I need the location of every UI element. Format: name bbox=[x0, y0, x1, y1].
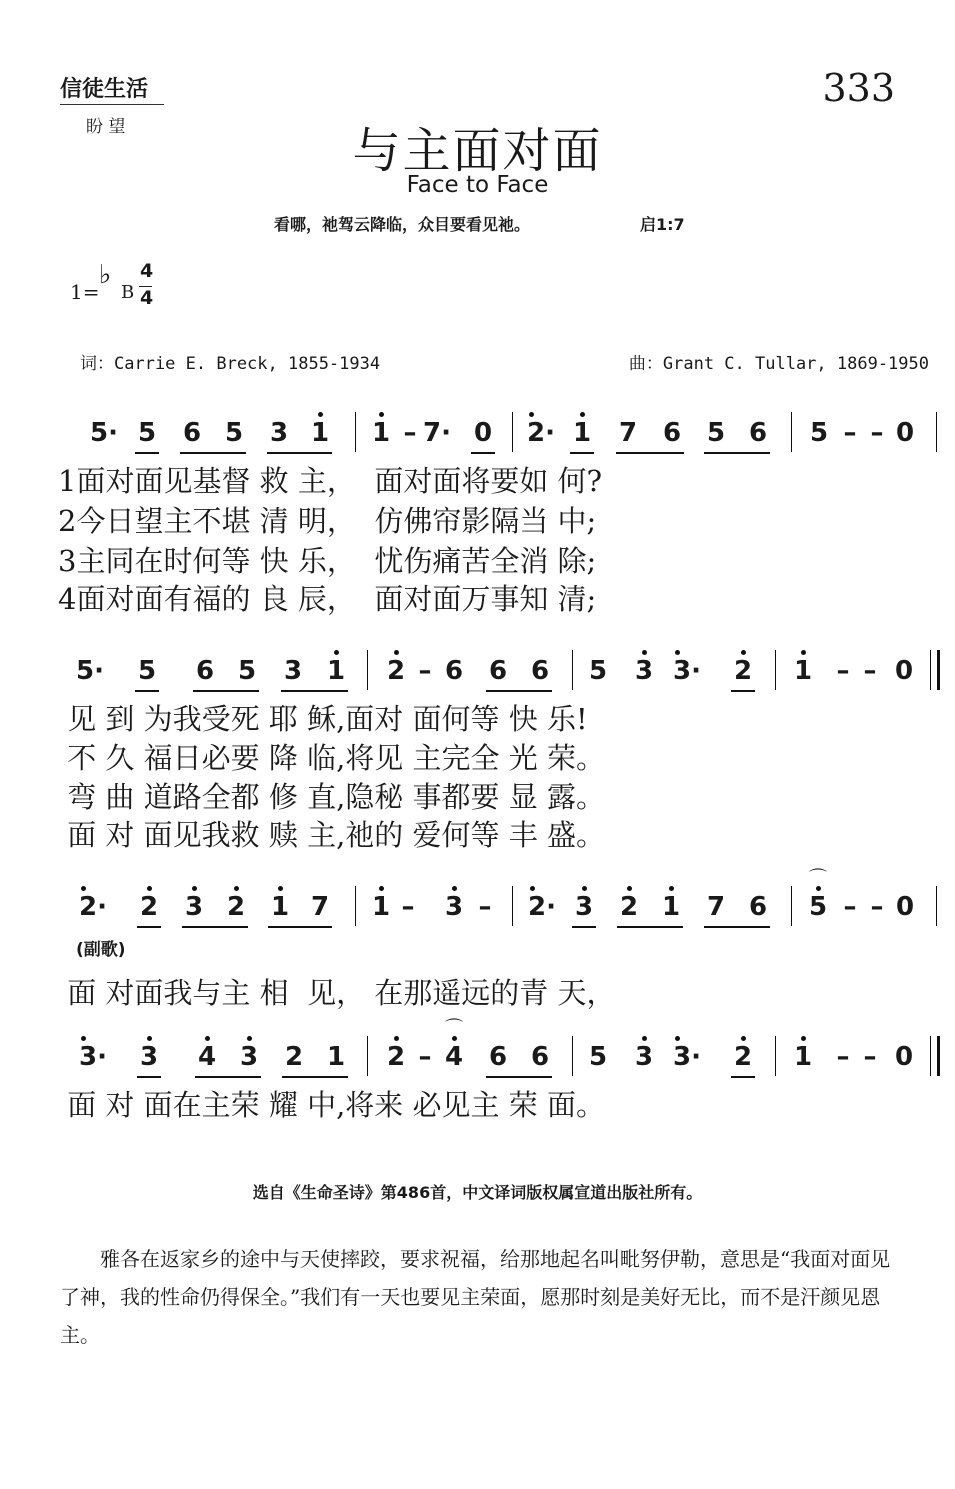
jianpu-note: 5 bbox=[237, 656, 257, 686]
barline bbox=[572, 650, 573, 690]
jianpu-note: 0 bbox=[895, 892, 915, 922]
jianpu-note: 5· bbox=[76, 656, 104, 686]
octave-dot bbox=[452, 886, 457, 891]
beam-underline bbox=[486, 690, 552, 692]
final-barline bbox=[937, 1036, 940, 1076]
flat-icon: ♭ bbox=[99, 260, 112, 290]
jianpu-note: 1 bbox=[371, 892, 391, 922]
beam-underline bbox=[572, 926, 596, 928]
dash-note: – bbox=[870, 892, 884, 922]
beam-underline bbox=[180, 452, 246, 454]
final-barline bbox=[930, 1036, 931, 1076]
octave-dot bbox=[741, 1036, 746, 1041]
verse-line-1-2: 2今日望主不堪 清 明， 仿佛帘影隔当 中; bbox=[58, 504, 597, 538]
chorus-label: (副歌) bbox=[76, 940, 126, 960]
jianpu-note: 4 bbox=[444, 1042, 464, 1072]
jianpu-note: 7· bbox=[423, 418, 451, 448]
jianpu-note: 4 bbox=[197, 1042, 217, 1072]
beam-underline bbox=[616, 452, 684, 454]
copyright-note: 选自《生命圣诗》第486首，中文译词版权属宣道出版社所有。 bbox=[252, 1183, 703, 1202]
jianpu-note: 2 bbox=[619, 892, 639, 922]
lyricist-credit: 词：Carrie E. Breck, 1855-1934 bbox=[80, 354, 381, 374]
beam-underline bbox=[268, 926, 332, 928]
barline bbox=[936, 886, 937, 926]
jianpu-note: 5 bbox=[588, 1042, 608, 1072]
octave-dot bbox=[234, 886, 239, 891]
jianpu-note: 5 bbox=[137, 418, 157, 448]
dash-note: – bbox=[863, 1042, 877, 1072]
octave-dot bbox=[147, 1036, 152, 1041]
jianpu-note: 2 bbox=[733, 1042, 753, 1072]
jianpu-note: 6 bbox=[488, 1042, 508, 1072]
hymn-subtitle: Face to Face bbox=[406, 172, 549, 198]
jianpu-note: 6 bbox=[748, 892, 768, 922]
jianpu-note: 2· bbox=[527, 418, 555, 448]
hymn-title: 与主面对面 bbox=[352, 123, 603, 179]
beam-underline bbox=[135, 452, 159, 454]
beam-underline bbox=[704, 452, 770, 454]
dash-note: – bbox=[863, 656, 877, 686]
music-line-2 bbox=[0, 650, 955, 710]
octave-dot bbox=[278, 886, 283, 891]
music-line-4 bbox=[0, 1018, 955, 1096]
jianpu-note: 5 bbox=[706, 418, 726, 448]
octave-dot bbox=[394, 1036, 399, 1041]
time-signature-bottom: 4 bbox=[140, 287, 154, 309]
octave-dot bbox=[379, 886, 384, 891]
beam-underline bbox=[137, 926, 161, 928]
octave-dot bbox=[334, 650, 339, 655]
key-signature bbox=[70, 260, 190, 320]
jianpu-note: 1 bbox=[310, 418, 330, 448]
jianpu-note: 6 bbox=[748, 418, 768, 448]
jianpu-note: 2 bbox=[284, 1042, 304, 1072]
barline bbox=[572, 1036, 573, 1076]
barline bbox=[512, 412, 513, 452]
category-rule bbox=[60, 104, 164, 105]
jianpu-note: 3· bbox=[79, 1042, 107, 1072]
dash-note: – bbox=[843, 418, 857, 448]
jianpu-note: 5· bbox=[90, 418, 118, 448]
jianpu-note: 3 bbox=[139, 1042, 159, 1072]
beam-underline bbox=[195, 1076, 261, 1078]
beam-underline bbox=[182, 926, 248, 928]
octave-dot bbox=[529, 412, 534, 417]
dash-note: – bbox=[478, 892, 492, 922]
jianpu-note: 2· bbox=[79, 892, 107, 922]
octave-dot bbox=[642, 650, 647, 655]
jianpu-note: 1 bbox=[371, 418, 391, 448]
octave-dot bbox=[801, 650, 806, 655]
jianpu-note: 6 bbox=[530, 1042, 550, 1072]
beam-underline bbox=[617, 926, 683, 928]
barline bbox=[791, 886, 792, 926]
dash-note: – bbox=[418, 656, 432, 686]
devotion-text bbox=[60, 1240, 900, 1354]
beam-underline bbox=[137, 1076, 161, 1078]
jianpu-note: 5 bbox=[808, 892, 828, 922]
jianpu-note: 6 bbox=[195, 656, 215, 686]
jianpu-note: 3· bbox=[673, 1042, 701, 1072]
dash-note: – bbox=[836, 656, 850, 686]
verse-line-2-2: 不 久 福日必要 降 临,将见 主完全 光 荣。 bbox=[58, 741, 605, 775]
octave-dot bbox=[394, 650, 399, 655]
jianpu-note: 2 bbox=[386, 1042, 406, 1072]
verse-line-1-3: 3主同在时何等 快 乐， 忧伤痛苦全消 除; bbox=[58, 544, 597, 578]
hymn-number: 333 bbox=[822, 66, 895, 110]
beam-underline bbox=[282, 1076, 348, 1078]
dash-note: – bbox=[403, 418, 417, 448]
verse-line-1-4: 4面对面有福的 良 辰， 面对面万事知 清; bbox=[58, 582, 597, 616]
jianpu-note: 7 bbox=[706, 892, 726, 922]
jianpu-note: 1 bbox=[661, 892, 681, 922]
epigraph-reference: 启1:7 bbox=[640, 215, 685, 234]
verse-line-2-4: 面 对 面见我救 赎 主,祂的 爱何等 丰 盛。 bbox=[58, 818, 605, 852]
jianpu-note: 0 bbox=[894, 656, 914, 686]
jianpu-note: 0 bbox=[473, 418, 493, 448]
devotion-paragraph: 雅各在返家乡的途中与天使摔跤，要求祝福，给那地起名叫毗努伊勒，意思是“我面对面见了神，我的性命仍得保全。”我们有一天也要见主荣面，愿那时刻是美好无比，而不是汗颜见恩主。 bbox=[60, 1247, 891, 1347]
barline bbox=[355, 412, 356, 452]
jianpu-note: 3 bbox=[634, 656, 654, 686]
octave-dot bbox=[669, 886, 674, 891]
jianpu-note: 3 bbox=[574, 892, 594, 922]
final-barline bbox=[930, 650, 931, 690]
octave-dot bbox=[801, 1036, 806, 1041]
chorus-line-1: 面 对面我与主 相 见， 在那遥远的青 天， bbox=[58, 976, 616, 1010]
beam-underline bbox=[193, 690, 259, 692]
jianpu-note: 0 bbox=[895, 418, 915, 448]
octave-dot bbox=[192, 886, 197, 891]
octave-dot bbox=[318, 412, 323, 417]
beam-underline bbox=[731, 1076, 755, 1078]
composer-credit: 曲：Grant C. Tullar, 1869-1950 bbox=[628, 354, 929, 374]
jianpu-note: 7 bbox=[618, 418, 638, 448]
beam-underline bbox=[731, 690, 755, 692]
fermata-icon: ⌒ bbox=[809, 868, 827, 889]
verse-line-1-1: 1面对面见基督 救 主， 面对面将要如 何? bbox=[58, 464, 603, 498]
fermata-icon: ⌒ bbox=[445, 1018, 463, 1039]
jianpu-note: 3 bbox=[239, 1042, 259, 1072]
beam-underline bbox=[486, 1076, 552, 1078]
barline bbox=[367, 1036, 368, 1076]
jianpu-note: 3· bbox=[673, 656, 701, 686]
octave-dot bbox=[81, 886, 86, 891]
octave-dot bbox=[147, 886, 152, 891]
jianpu-note: 1 bbox=[326, 656, 346, 686]
time-signature-top: 4 bbox=[140, 260, 154, 282]
dash-note: – bbox=[401, 892, 415, 922]
dash-note: – bbox=[836, 1042, 850, 1072]
octave-dot bbox=[642, 1036, 647, 1041]
barline bbox=[512, 886, 513, 926]
jianpu-note: 6 bbox=[530, 656, 550, 686]
verse-line-2-3: 弯 曲 道路全都 修 直,隐秘 事都要 显 露。 bbox=[58, 780, 605, 814]
barline bbox=[791, 412, 792, 452]
subcategory-label: 盼 望 bbox=[86, 117, 126, 137]
verse-line-2-1: 见 到 为我受死 耶 稣,面对 面何等 快 乐! bbox=[58, 702, 588, 736]
barline bbox=[936, 412, 937, 452]
jianpu-note: 6 bbox=[182, 418, 202, 448]
beam-underline bbox=[281, 690, 348, 692]
barline bbox=[775, 1036, 776, 1076]
jianpu-note: 3 bbox=[634, 1042, 654, 1072]
octave-dot bbox=[247, 1036, 252, 1041]
jianpu-note: 5 bbox=[809, 418, 829, 448]
jianpu-note: 6 bbox=[662, 418, 682, 448]
octave-dot bbox=[675, 1036, 680, 1041]
octave-dot bbox=[627, 886, 632, 891]
jianpu-note: 2 bbox=[386, 656, 406, 686]
jianpu-note: 2 bbox=[226, 892, 246, 922]
jianpu-note: 0 bbox=[894, 1042, 914, 1072]
octave-dot bbox=[379, 412, 384, 417]
beam-underline bbox=[135, 690, 159, 692]
category-label: 信徒生活 bbox=[60, 77, 149, 102]
octave-dot bbox=[205, 1036, 210, 1041]
jianpu-note: 2· bbox=[528, 892, 556, 922]
beam-underline bbox=[471, 452, 495, 454]
jianpu-note: 5 bbox=[137, 656, 157, 686]
beam-underline bbox=[704, 926, 770, 928]
jianpu-note: 1 bbox=[270, 892, 290, 922]
beam-underline bbox=[570, 452, 594, 454]
key-note: B bbox=[121, 282, 135, 303]
jianpu-note: 2 bbox=[733, 656, 753, 686]
epigraph: 看哪，祂驾云降临，众目要看见祂。 bbox=[274, 215, 531, 234]
beam-underline bbox=[267, 452, 332, 454]
jianpu-note: 3 bbox=[444, 892, 464, 922]
jianpu-note: 1 bbox=[326, 1042, 346, 1072]
dash-note: – bbox=[870, 418, 884, 448]
jianpu-note: 6 bbox=[444, 656, 464, 686]
jianpu-note: 3 bbox=[283, 656, 303, 686]
jianpu-note: 3 bbox=[184, 892, 204, 922]
barline bbox=[355, 886, 356, 926]
jianpu-note: 1 bbox=[572, 418, 592, 448]
final-barline bbox=[937, 650, 940, 690]
key-label: 1= bbox=[70, 280, 100, 304]
jianpu-note: 1 bbox=[793, 1042, 813, 1072]
jianpu-note: 2 bbox=[139, 892, 159, 922]
octave-dot bbox=[675, 650, 680, 655]
music-line-3 bbox=[0, 868, 955, 946]
dash-note: – bbox=[843, 892, 857, 922]
barline bbox=[367, 650, 368, 690]
jianpu-note: 7 bbox=[310, 892, 330, 922]
jianpu-note: 5 bbox=[588, 656, 608, 686]
octave-dot bbox=[582, 886, 587, 891]
barline bbox=[775, 650, 776, 690]
music-line-1 bbox=[0, 412, 955, 472]
jianpu-note: 5 bbox=[224, 418, 244, 448]
octave-dot bbox=[81, 1036, 86, 1041]
chorus-line-2: 面 对 面在主荣 耀 中,将来 必见主 荣 面。 bbox=[58, 1088, 605, 1122]
octave-dot bbox=[741, 650, 746, 655]
jianpu-note: 3 bbox=[269, 418, 289, 448]
jianpu-note: 1 bbox=[793, 656, 813, 686]
jianpu-note: 6 bbox=[488, 656, 508, 686]
octave-dot bbox=[530, 886, 535, 891]
dash-note: – bbox=[418, 1042, 432, 1072]
octave-dot bbox=[580, 412, 585, 417]
